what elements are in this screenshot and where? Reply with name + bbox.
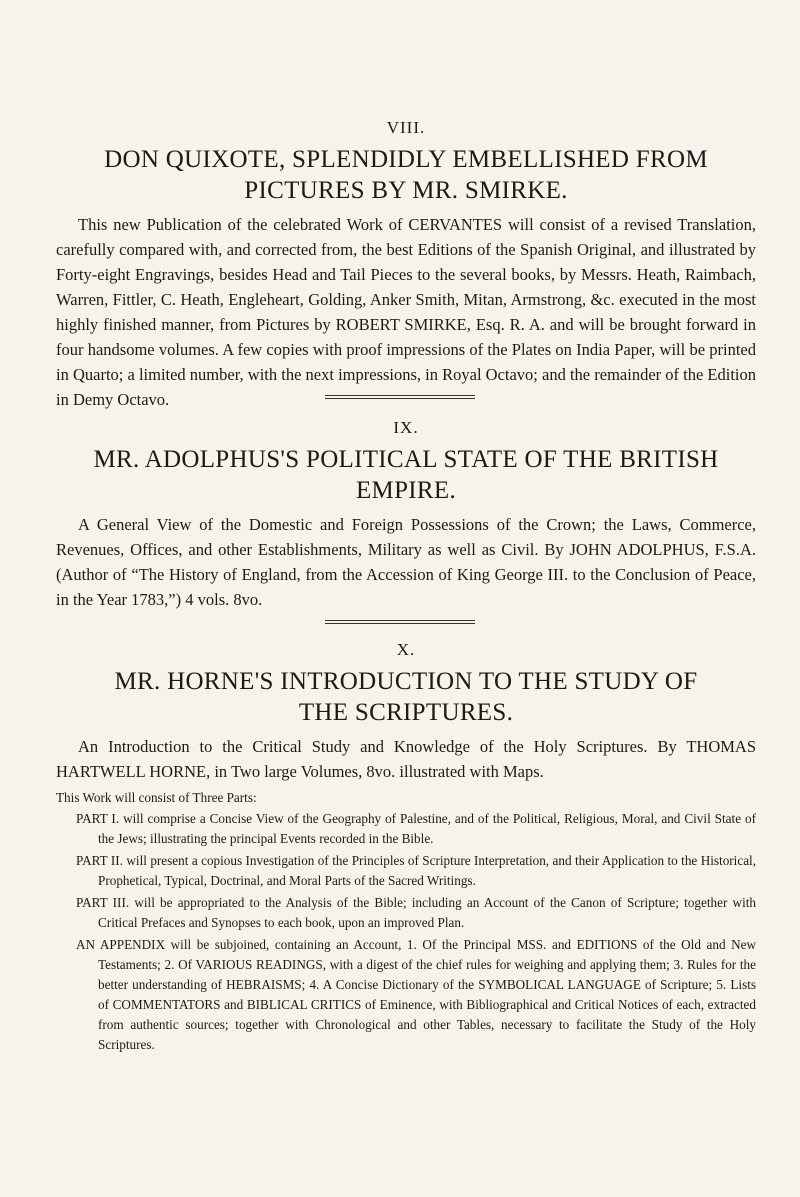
appendix xyxy=(76,935,756,1055)
parts-intro: This Work will consist of Three Parts: xyxy=(56,790,257,805)
section-ix xyxy=(56,418,756,612)
section-body: A General View of the Domestic and Foreign Possessions of the Crown; the Laws, Commerce, Revenues, Offices, and other Establishments, Military as well as Civil. By JOHN ADOLPHUS, F.S.A. (Author of “The History of England, from the Accession of King George III. to the Conclusion of Peace, in the Year 1783,”) 4 vols. 8vo. xyxy=(56,515,756,609)
section-x xyxy=(56,640,756,1055)
section-title-line: MR. ADOLPHUS'S POLITICAL STATE OF THE BRITISH xyxy=(93,446,719,473)
part-label: PART III. xyxy=(76,895,130,910)
section-body: An Introduction to the Critical Study and Knowledge of the Holy Scriptures. By THOMAS HARTWELL HORNE, in Two large Volumes, 8vo. illustrated with Maps. xyxy=(56,737,756,781)
section-numeral: X. xyxy=(396,640,416,659)
part-text: will comprise a Concise View of the Geography of Palestine, and of the Political, Religious, Moral, and Civil State of the Jews; illustrating the principal Events recorded in the Bible. xyxy=(98,811,756,846)
part-three xyxy=(76,893,756,933)
part-two xyxy=(76,851,756,891)
section-title xyxy=(56,666,756,728)
part-text: will be appropriated to the Analysis of the Bible; including an Account of the Canon of Scripture; together with Critical Prefaces and Synopses to each book, upon an improved Plan. xyxy=(98,895,756,930)
section-title-line: DON QUIXOTE, SPLENDIDLY EMBELLISHED FROM xyxy=(104,146,708,173)
divider-rule xyxy=(325,395,475,399)
part-one xyxy=(76,809,756,849)
section-title xyxy=(56,144,756,206)
part-label: PART II. xyxy=(76,853,123,868)
section-title-line: MR. HORNE'S INTRODUCTION TO THE STUDY OF xyxy=(114,668,698,695)
section-title-line: PICTURES BY MR. SMIRKE. xyxy=(244,177,568,204)
part-text: will present a copious Investigation of the Principles of Scripture Interpretation, and their Application to the Historical, Prophetical, Typical, Doctrinal, and Moral Parts of the Sacred Writings. xyxy=(98,853,757,888)
part-label: PART I. xyxy=(76,811,120,826)
section-viii xyxy=(56,118,756,412)
section-numeral: VIII. xyxy=(386,118,426,137)
section-title-line: EMPIRE. xyxy=(355,477,457,504)
section-body: This new Publication of the celebrated Work of CERVANTES will consist of a revised Translation, carefully compared with, and corrected from, the best Editions of the Spanish Original, and illustrated by Forty-eight Engravings, besides Head and Tail Pieces to the several books, by Messrs. Heath, Raimbach, Warren, Fittler, C. Heath, Engleheart, Golding, Anker Smith, Mitan, Armstrong, &c. executed in the most highly finished manner, from Pictures by ROBERT SMIRKE, Esq. R. A. and will be brought forward in four handsome volumes. A few copies with proof impressions of the Plates on India Paper, will be printed in Quarto; a limited number, with the next impressions, in Royal Octavo; and the remainder of the Edition in Demy Octavo. xyxy=(56,215,756,409)
appendix-text: will be subjoined, containing an Account, 1. Of the Principal MSS. and EDITIONS of the Old and New Testaments; 2. Of VARIOUS READINGS, with a digest of the chief rules for weighing and applying them; 3. Rules for the better understanding of HEBRAISMS; 4. A Concise Dictionary of the SYMBOLICAL LANGUAGE of Scripture; 5. Lists of COMMENTATORS and BIBLICAL CRITICS of Eminence, with Bibliographical and Critical Notices of each, extracted from authentic sources; together with Chronological and other Tables, necessary to facilitate the Study of the Holy Scriptures. xyxy=(98,937,756,1052)
divider-rule xyxy=(325,620,475,624)
section-numeral: IX. xyxy=(393,418,419,437)
appendix-label: AN APPENDIX xyxy=(76,937,166,952)
section-title-line: THE SCRIPTURES. xyxy=(298,699,514,726)
section-title xyxy=(56,444,756,506)
